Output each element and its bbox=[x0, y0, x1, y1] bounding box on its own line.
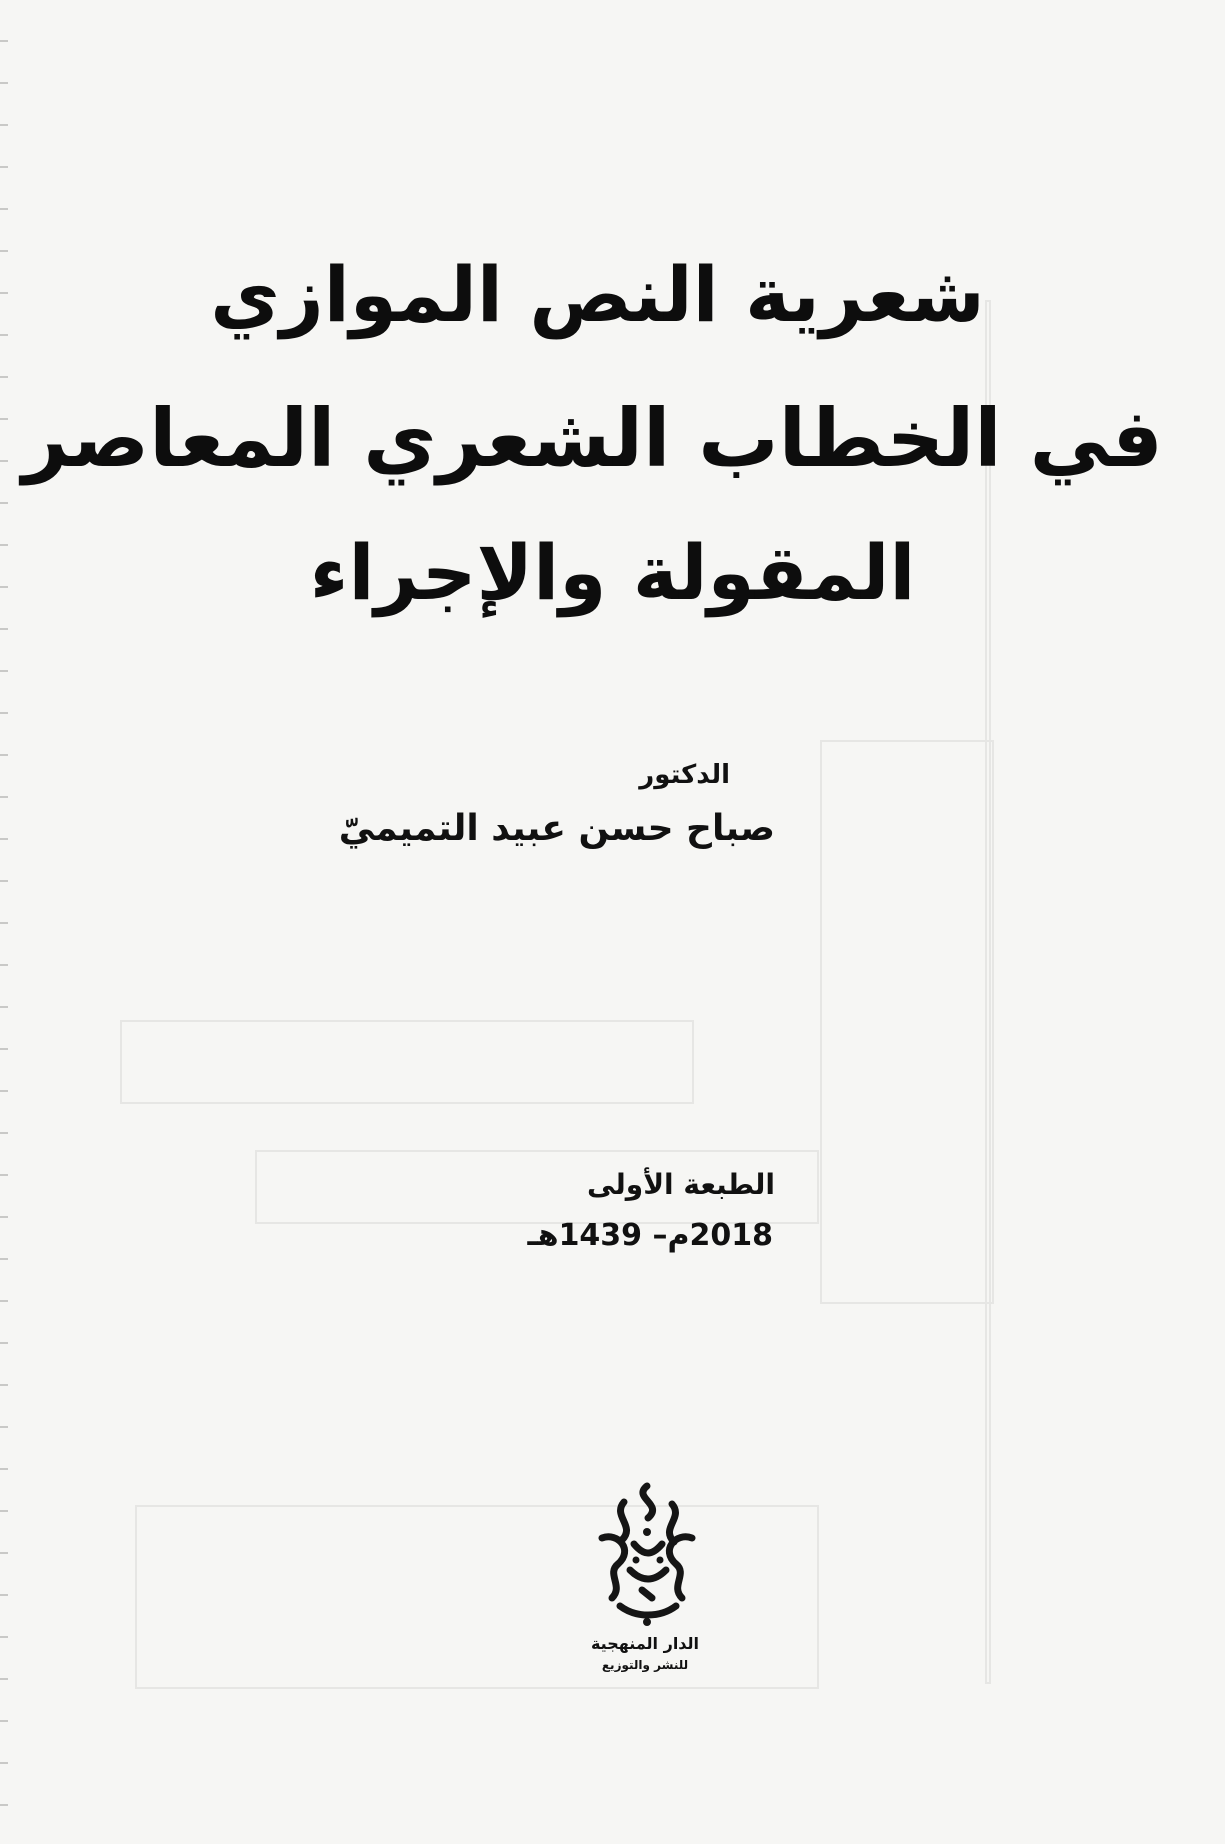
bleed-through-frame bbox=[820, 740, 994, 1304]
bleed-through-frame bbox=[120, 1020, 694, 1104]
bleed-through-rule bbox=[985, 300, 991, 1684]
author-title-label: الدكتور bbox=[639, 760, 730, 790]
calligraphic-seal-icon bbox=[572, 1478, 722, 1628]
edition-date: 2018م– 1439هـ bbox=[527, 1218, 773, 1253]
book-title-line-2: في الخطاب الشعري المعاصر bbox=[22, 392, 1163, 485]
book-title-line-3: المقولة والإجراء bbox=[309, 528, 916, 617]
publisher-name: الدار المنهجية bbox=[590, 1634, 700, 1653]
edition-label: الطبعة الأولى bbox=[586, 1168, 775, 1201]
book-title-line-1: شعرية النص الموازي bbox=[210, 250, 985, 339]
publisher-subtitle: للنشر والتوزيع bbox=[601, 1658, 689, 1672]
author-name: صباح حسن عبيد التميميّ bbox=[338, 808, 775, 849]
